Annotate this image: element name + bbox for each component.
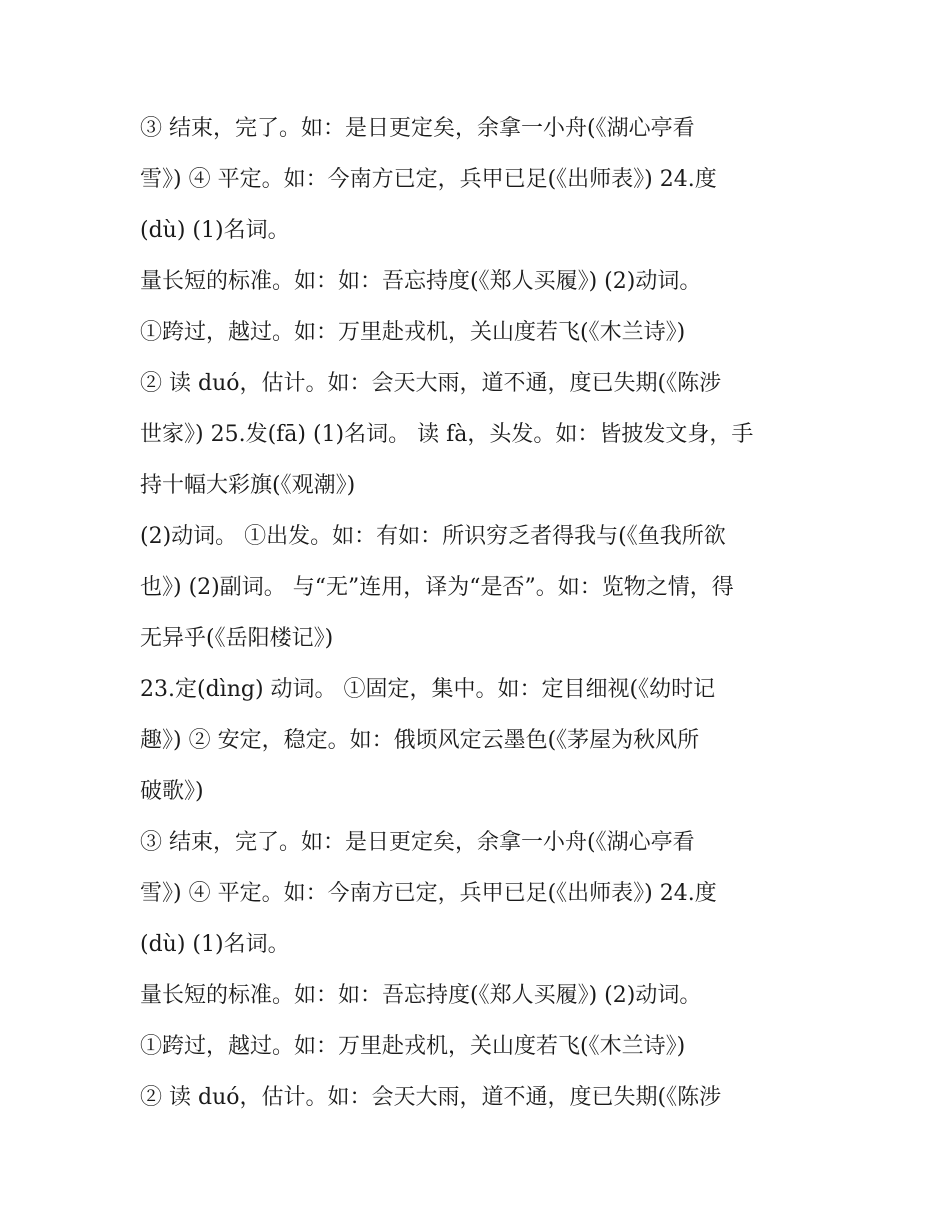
- text-line-1: ③ 结束，完了。如：是日更定矣，余拿一小舟(《湖心亭看: [140, 116, 695, 141]
- document-body: [140, 103, 820, 1123]
- text-line-20: ② 读 duó，估计。如：会天大雨，道不通，度已失期(《陈涉: [140, 1085, 722, 1110]
- text-line-16: 雪》) ④ 平定。如：今南方已定，兵甲已足(《出师表》) 24.度: [140, 881, 717, 906]
- text-line-15: ③ 结束，完了。如：是日更定矣，余拿一小舟(《湖心亭看: [140, 830, 695, 855]
- text-line-6: ② 读 duó，估计。如：会天大雨，道不通，度已失期(《陈涉: [140, 371, 722, 396]
- text-line-18: 量长短的标准。如：如：吾忘持度(《郑人买履》) (2)动词。: [140, 983, 702, 1008]
- text-line-14: 破歌》): [140, 779, 204, 804]
- text-line-19: ①跨过，越过。如：万里赴戎机，关山度若飞(《木兰诗》): [140, 1034, 686, 1059]
- text-line-8: 持十幅大彩旗(《观潮》): [140, 473, 356, 498]
- text-line-4: 量长短的标准。如：如：吾忘持度(《郑人买履》) (2)动词。: [140, 269, 702, 294]
- text-line-10: 也》) (2)副词。 与“无”连用，译为“是否”。如：览物之情，得: [140, 575, 734, 600]
- text-line-9: (2)动词。 ①出发。如：有如：所识穷乏者得我与(《鱼我所欲: [140, 524, 726, 549]
- text-line-13: 趣》) ② 安定，稳定。如：俄顷风定云墨色(《茅屋为秋风所: [140, 728, 700, 753]
- text-line-3: (dù) (1)名词。: [140, 218, 290, 243]
- text-line-5: ①跨过，越过。如：万里赴戎机，关山度若飞(《木兰诗》): [140, 320, 686, 345]
- text-line-17: (dù) (1)名词。: [140, 932, 290, 957]
- text-line-7: 世家》) 25.发(fā) (1)名词。 读 fà，头发。如：皆披发文身，手: [140, 422, 754, 447]
- text-line-2: 雪》) ④ 平定。如：今南方已定，兵甲已足(《出师表》) 24.度: [140, 167, 717, 192]
- text-line-12: 23.定(dìng) 动词。 ①固定，集中。如：定目细视(《幼时记: [140, 677, 716, 702]
- text-line-11: 无异乎(《岳阳楼记》): [140, 626, 334, 651]
